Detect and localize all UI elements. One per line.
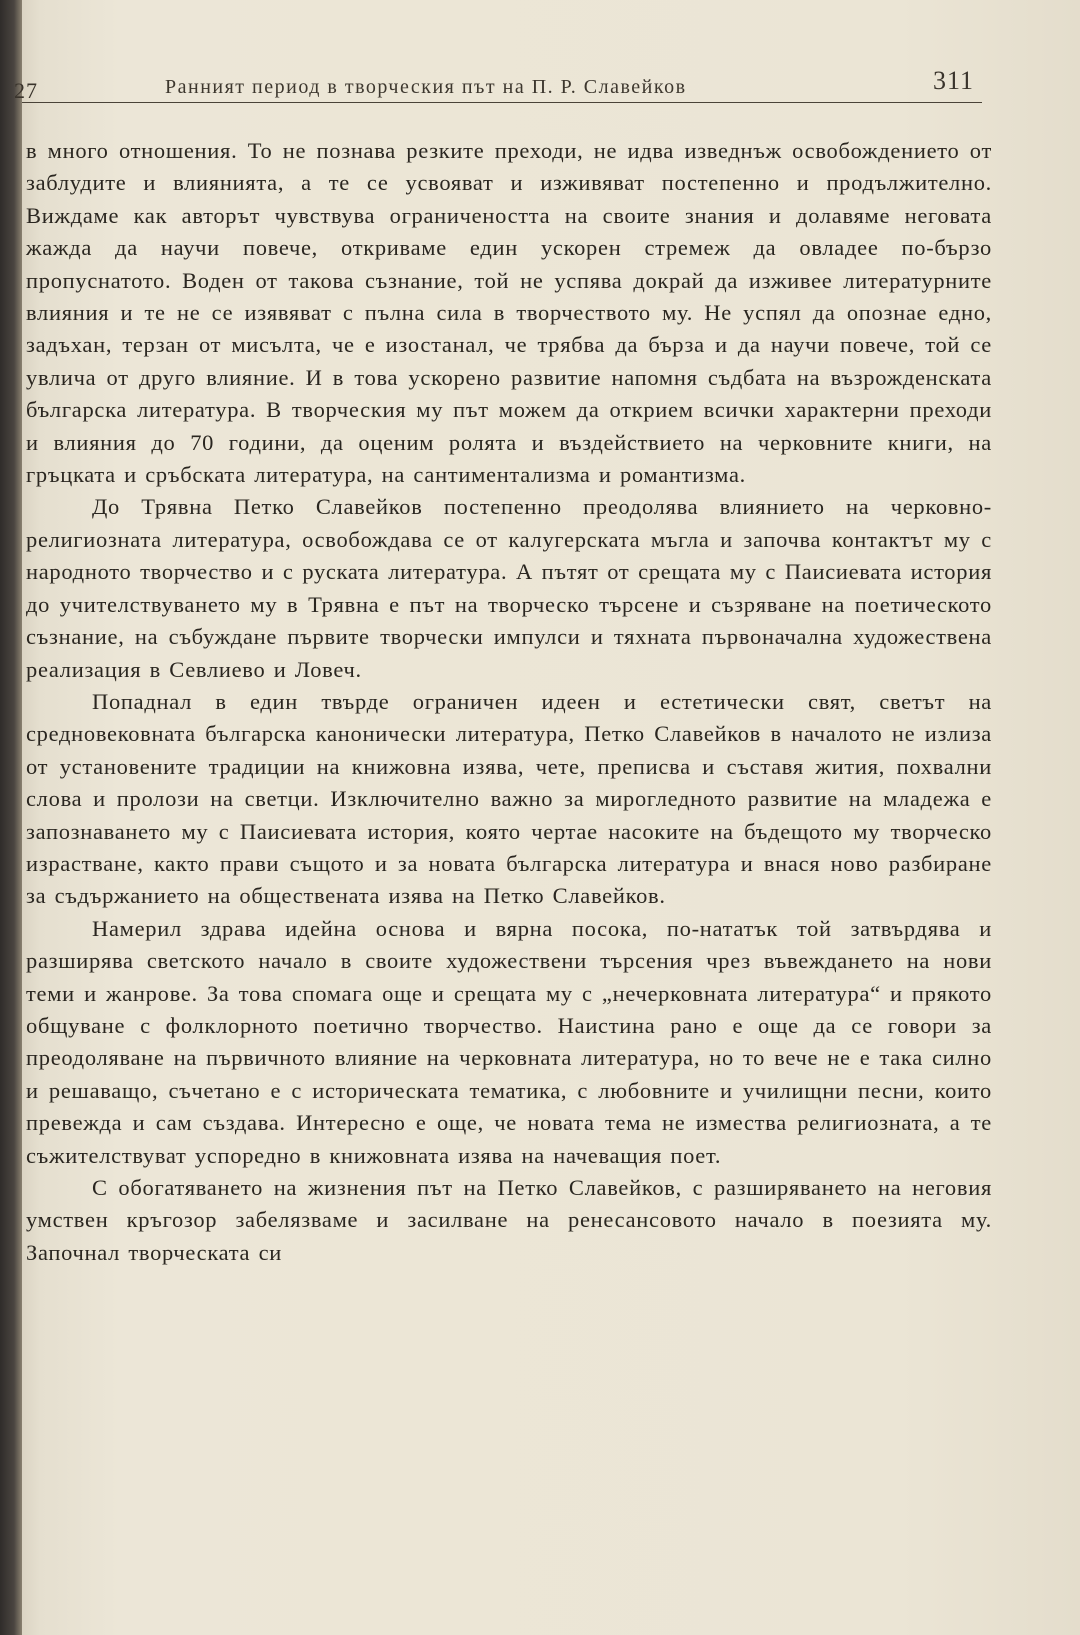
paragraph-1: в много отношения. То не познава резките преходи, не идва изведнъж освобождението от заблудите и влиянията, а те се усвояват и изживяват постепенно и продължително. Виждаме как авторът чувствува ограничеността на своите знания и долавяме неговата жажда да научи повече, откриваме един ускорен стремеж да овладее по-бързо пропуснатото. Воден от такова съзнание, той не успява докрай да изживее литературните влияния и те не се изявяват с пълна сила в творчеството му. Не успял да опознае едно, задъхан, терзан от мисълта, че е изостанал, че трябва да бърза и да научи повече, той се увлича от друго влияние. И в това ускорено развитие напомня съдбата на възрожденската българска литература. В творческия му път можем да открием всички характерни преходи и влияния до 70 години, да оценим ролята и въздействието на черковните книги, на гръцката и сръбската литература, на сантиментализма и романтизма. <box>26 138 992 488</box>
left-page-number: 27 <box>14 78 38 103</box>
body-text <box>26 135 992 1269</box>
book-binding-edge <box>0 0 22 1635</box>
header-rule <box>22 102 982 103</box>
page-number: 311 <box>933 66 975 95</box>
running-header <box>0 60 990 102</box>
paragraph-4: Намерил здрава идейна основа и вярна посока, по-нататък той затвърдява и разширява светското начало в своите художествени търсения чрез въвеждането на нови теми и жанрове. За това спомага още и срещата му с „нечерковната литература“ и прякото общуване с фолклорното поетично творчество. Наистина рано е още да се говори за преодоляване на първичното влияние на черковната литература, но то вече не е така силно и решаващо, съчетано е с историческата тематика, с любовните и училищни песни, които превежда и сам създава. Интересно е още, че новата тема не измества религиозната, а те съжителствуват успоредно в книжовната изява на начеващия поет. <box>26 915 992 1168</box>
paragraph-2: До Трявна Петко Славейков постепенно преодолява влиянието на черковно-религиозната литература, освобождава се от калугерската мъгла и започва контактът му с народното творчество и с руската литература. А пътят от срещата му с Паисиевата история до учителствуването му в Трявна е път на творческо търсене и съзряване на поетическото съзнание, на събуждане първите творчески импулси и тяхната първоначална художествена реализация в Севлиево и Ловеч. <box>26 494 992 682</box>
running-title: Ранният период в творческия път на П. Р. Славейков <box>165 76 687 98</box>
paragraph-5: С обогатяването на жизнения път на Петко Славейков, с разширяването на неговия умствен кръгозор забелязваме и засилване на ренесансовото начало в поезията му. Започнал творческата си <box>26 1175 992 1265</box>
paragraph-3: Попаднал в един твърде ограничен идеен и естетически свят, светът на средновековната българска канонически литература, Петко Славейков в началото не излиза от установените традиции на книжовна изява, чете, преписва и съставя жития, похвални слова и пролози на светци. Изключително важно за мирогледното развитие на младежа е запознаването му с Паисиевата история, която чертае насоките на бъдещото му творческо израстване, както прави същото и за новата българска литература и внася ново разбиране за съдържанието на обществената изява на Петко Славейков. <box>26 688 992 909</box>
